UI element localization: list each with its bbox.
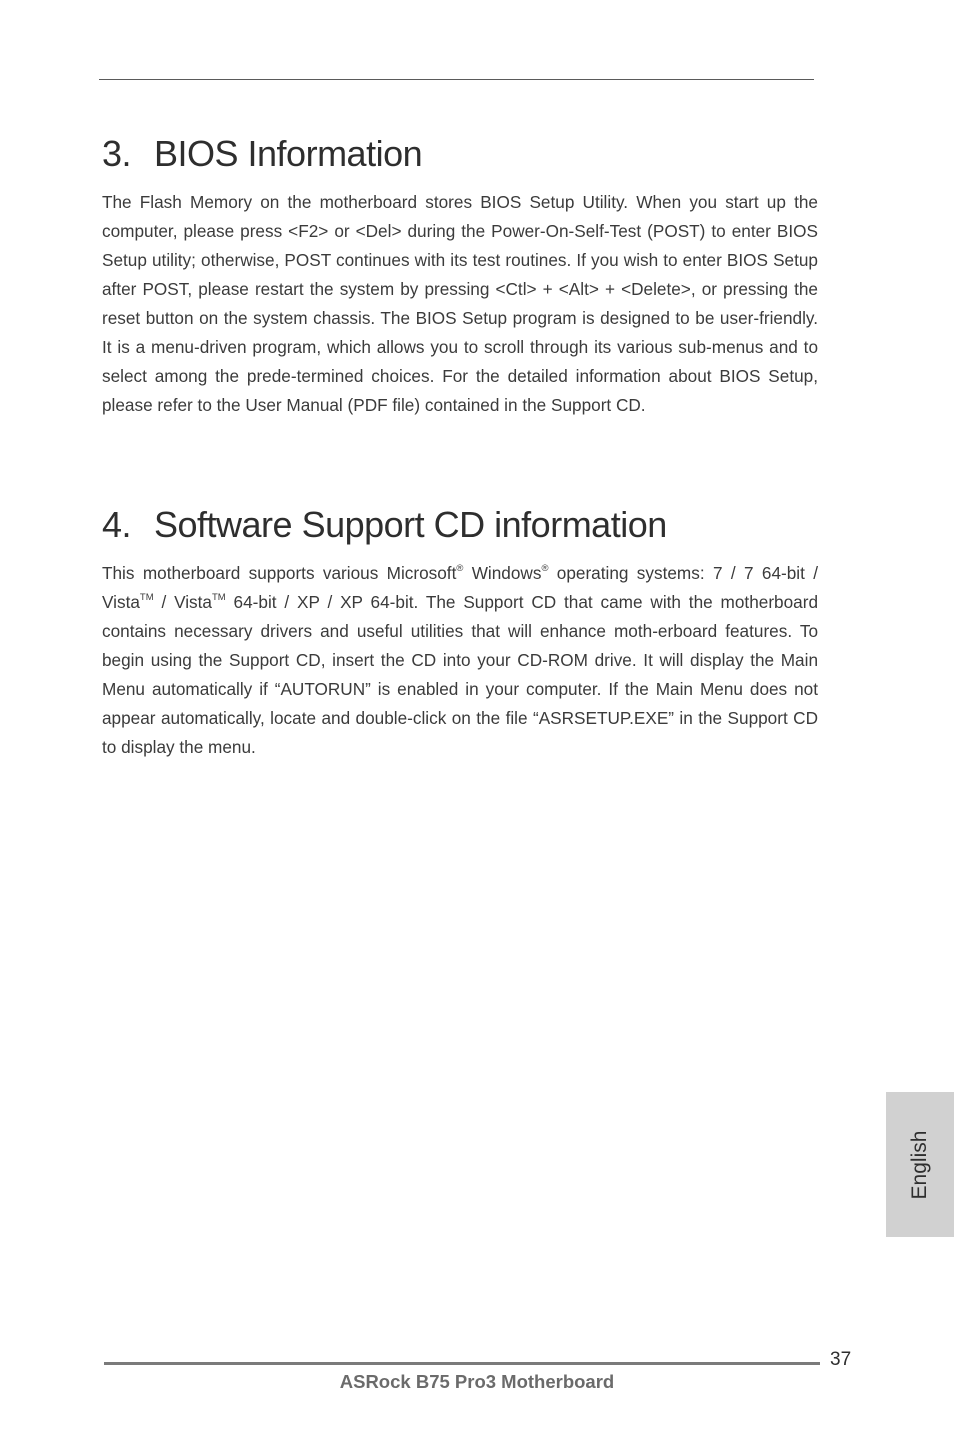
section-title: Software Support CD information xyxy=(154,504,667,545)
section-heading xyxy=(102,503,818,547)
section-number: 4. xyxy=(102,504,132,545)
registered-mark: ® xyxy=(456,563,464,575)
bottom-divider xyxy=(104,1362,820,1365)
language-side-tab xyxy=(886,1092,954,1237)
language-label: English xyxy=(908,1130,931,1199)
section-heading xyxy=(102,132,818,176)
section-bios-information xyxy=(102,132,818,420)
body-text: This motherboard supports various Microsoft xyxy=(102,563,457,583)
section-software-support-cd xyxy=(102,503,818,762)
page-number: 37 xyxy=(830,1349,852,1370)
body-text: Windows xyxy=(463,563,542,583)
body-text: 64-bit / XP / XP 64-bit. The Support CD that came with the motherboard contains necessary drivers and useful utilities that will enhance moth-erboard features. To begin using the Support CD, insert the CD into your CD-ROM drive. It will display the Main Menu automatically if “AUTORUN” is enabled in your computer. If the Main Menu does not appear automatically, locate and double-click on the file “ASRSETUP.EXE” in the Support CD to display the menu. xyxy=(102,592,818,757)
body-text: / Vista xyxy=(153,592,212,612)
trademark-mark: TM xyxy=(139,592,154,604)
footer-title: ASRock B75 Pro3 Motherboard xyxy=(339,1371,615,1392)
trademark-mark: TM xyxy=(212,592,226,604)
section-number: 3. xyxy=(102,133,132,174)
section-body xyxy=(102,559,818,762)
body-text: operating systems: 7 / 7 64-bit / Vista xyxy=(102,563,818,612)
top-divider xyxy=(99,79,814,80)
registered-mark: ® xyxy=(541,563,549,575)
section-body: The Flash Memory on the motherboard stores BIOS Setup Utility. When you start up the computer, please press <F2> or <Del> during the Power-On-Self-Test (POST) to enter BIOS Setup utility; otherwise, POST continues with its test routines. If you wish to enter BIOS Setup after POST, please restart the system by pressing <Ctl> + <Alt> + <Delete>, or pressing the reset button on the system chassis. The BIOS Setup program is designed to be user-friendly. It is a menu-driven program, which allows you to scroll through its various sub-menus and to select among the prede-termined choices. For the detailed information about BIOS Setup, please refer to the User Manual (PDF file) contained in the Support CD. xyxy=(102,192,818,415)
section-title: BIOS Information xyxy=(154,133,423,174)
